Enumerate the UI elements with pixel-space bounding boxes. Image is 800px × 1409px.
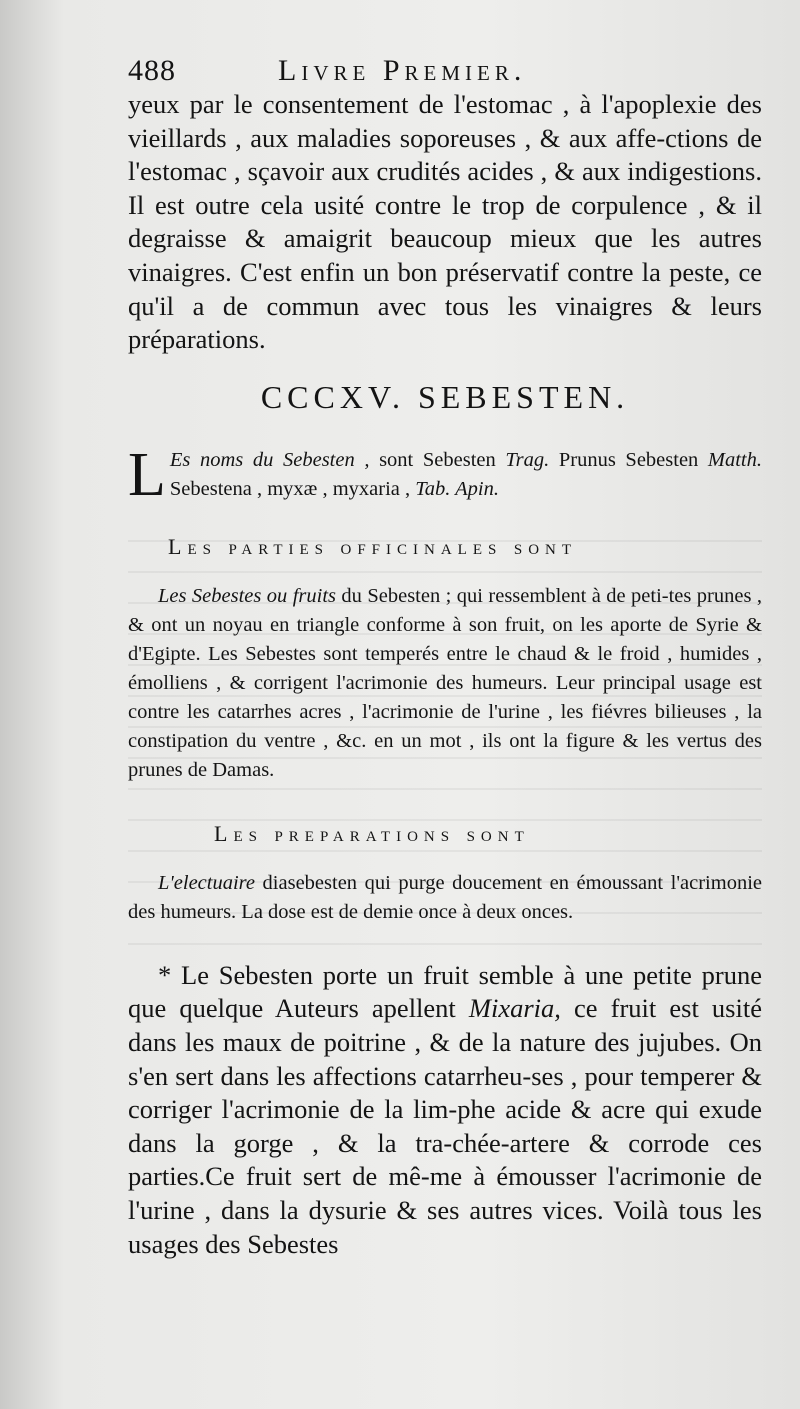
names-text-2: Prunus Sebesten xyxy=(549,448,708,471)
running-head xyxy=(128,56,762,86)
note-text-2: ce fruit est usité dans les maux de poitrine , & de la nature des jujubes. On s'en sert dans les affections catarrheu-ses , pour temperer & corriger l'acrimonie de la lim-phe acide & acre qui exude dans la gorge , & la tra-chée-artere & corrode ces parties.Ce fruit sert de mê-me à émousser l'acrimonie de l'urine , dans la dysurie & ses autres vices. Voilà tous les usages des Sebestes xyxy=(128,993,762,1259)
names-text-3: Sebestena , myxæ , myxaria , xyxy=(169,477,416,500)
note-text-1: * Le Sebesten porte un fruit semble à une petite prune que quelque Auteurs apellent xyxy=(128,959,762,1024)
note-italic: Mixaria, xyxy=(468,993,561,1024)
names-paragraph xyxy=(128,440,762,509)
officinal-paragraph xyxy=(128,582,762,785)
section-title: CCCXV. SEBESTEN. xyxy=(260,378,630,415)
note-paragraph xyxy=(128,959,762,1261)
preparations-lead: L'electuaire xyxy=(158,871,255,894)
continuation-paragraph: yeux par le consentement de l'estomac , à l'apoplexie des vieillards , aux maladies soporeuses , & aux affe-ctions de l'estomac , sçavoir aux crudités acides , & aux indigestions. Il est outre cela usité contre le trop de corpulence , & il degraisse & amaigrit beaucoup mieux que les autres vinaigres. C'est enfin un bon préservatif contre la peste, ce qu'il a de commun avec tous les vinaigres & leurs préparations. xyxy=(128,89,762,355)
names-text-1: sont Sebesten xyxy=(369,448,506,471)
officinal-heading: Les parties officinales sont xyxy=(168,533,578,559)
preparations-paragraph xyxy=(128,869,762,927)
officinal-lead: Les Sebestes ou fruits xyxy=(158,584,336,607)
names-intro: Es noms du Sebesten , xyxy=(169,448,370,471)
book-title: Livre Premier. xyxy=(278,54,527,87)
names-ref-1: Trag. xyxy=(505,448,550,471)
preparations-heading: Les preparations sont xyxy=(214,820,530,846)
page-number: 488 xyxy=(128,54,176,87)
officinal-body: du Sebesten ; qui ressemblent à de peti-tes prunes , & ont un noyau en triangle conforme à son fruit, on les aporte de Syrie & d'Egipte. Les Sebestes sont temperés entre le chaud & le froid , humides , émolliens , & corrigent l'acrimonie des humeurs. Leur principal usage est contre les catarrhes acres , l'acrimonie de l'urine , les fiévres bilieuses , la constipation du ventre , &c. en un mot , ils ont la figure & les vertus des prunes de Damas. xyxy=(128,584,762,781)
names-ref-3: Tab. Apin. xyxy=(415,477,500,500)
names-ref-2: Matth. xyxy=(707,448,762,471)
drop-cap: L xyxy=(128,440,166,509)
preparations-body: diasebesten qui purge doucement en émoussant l'acrimonie des humeurs. La dose est de demie once à deux onces. xyxy=(128,871,762,923)
